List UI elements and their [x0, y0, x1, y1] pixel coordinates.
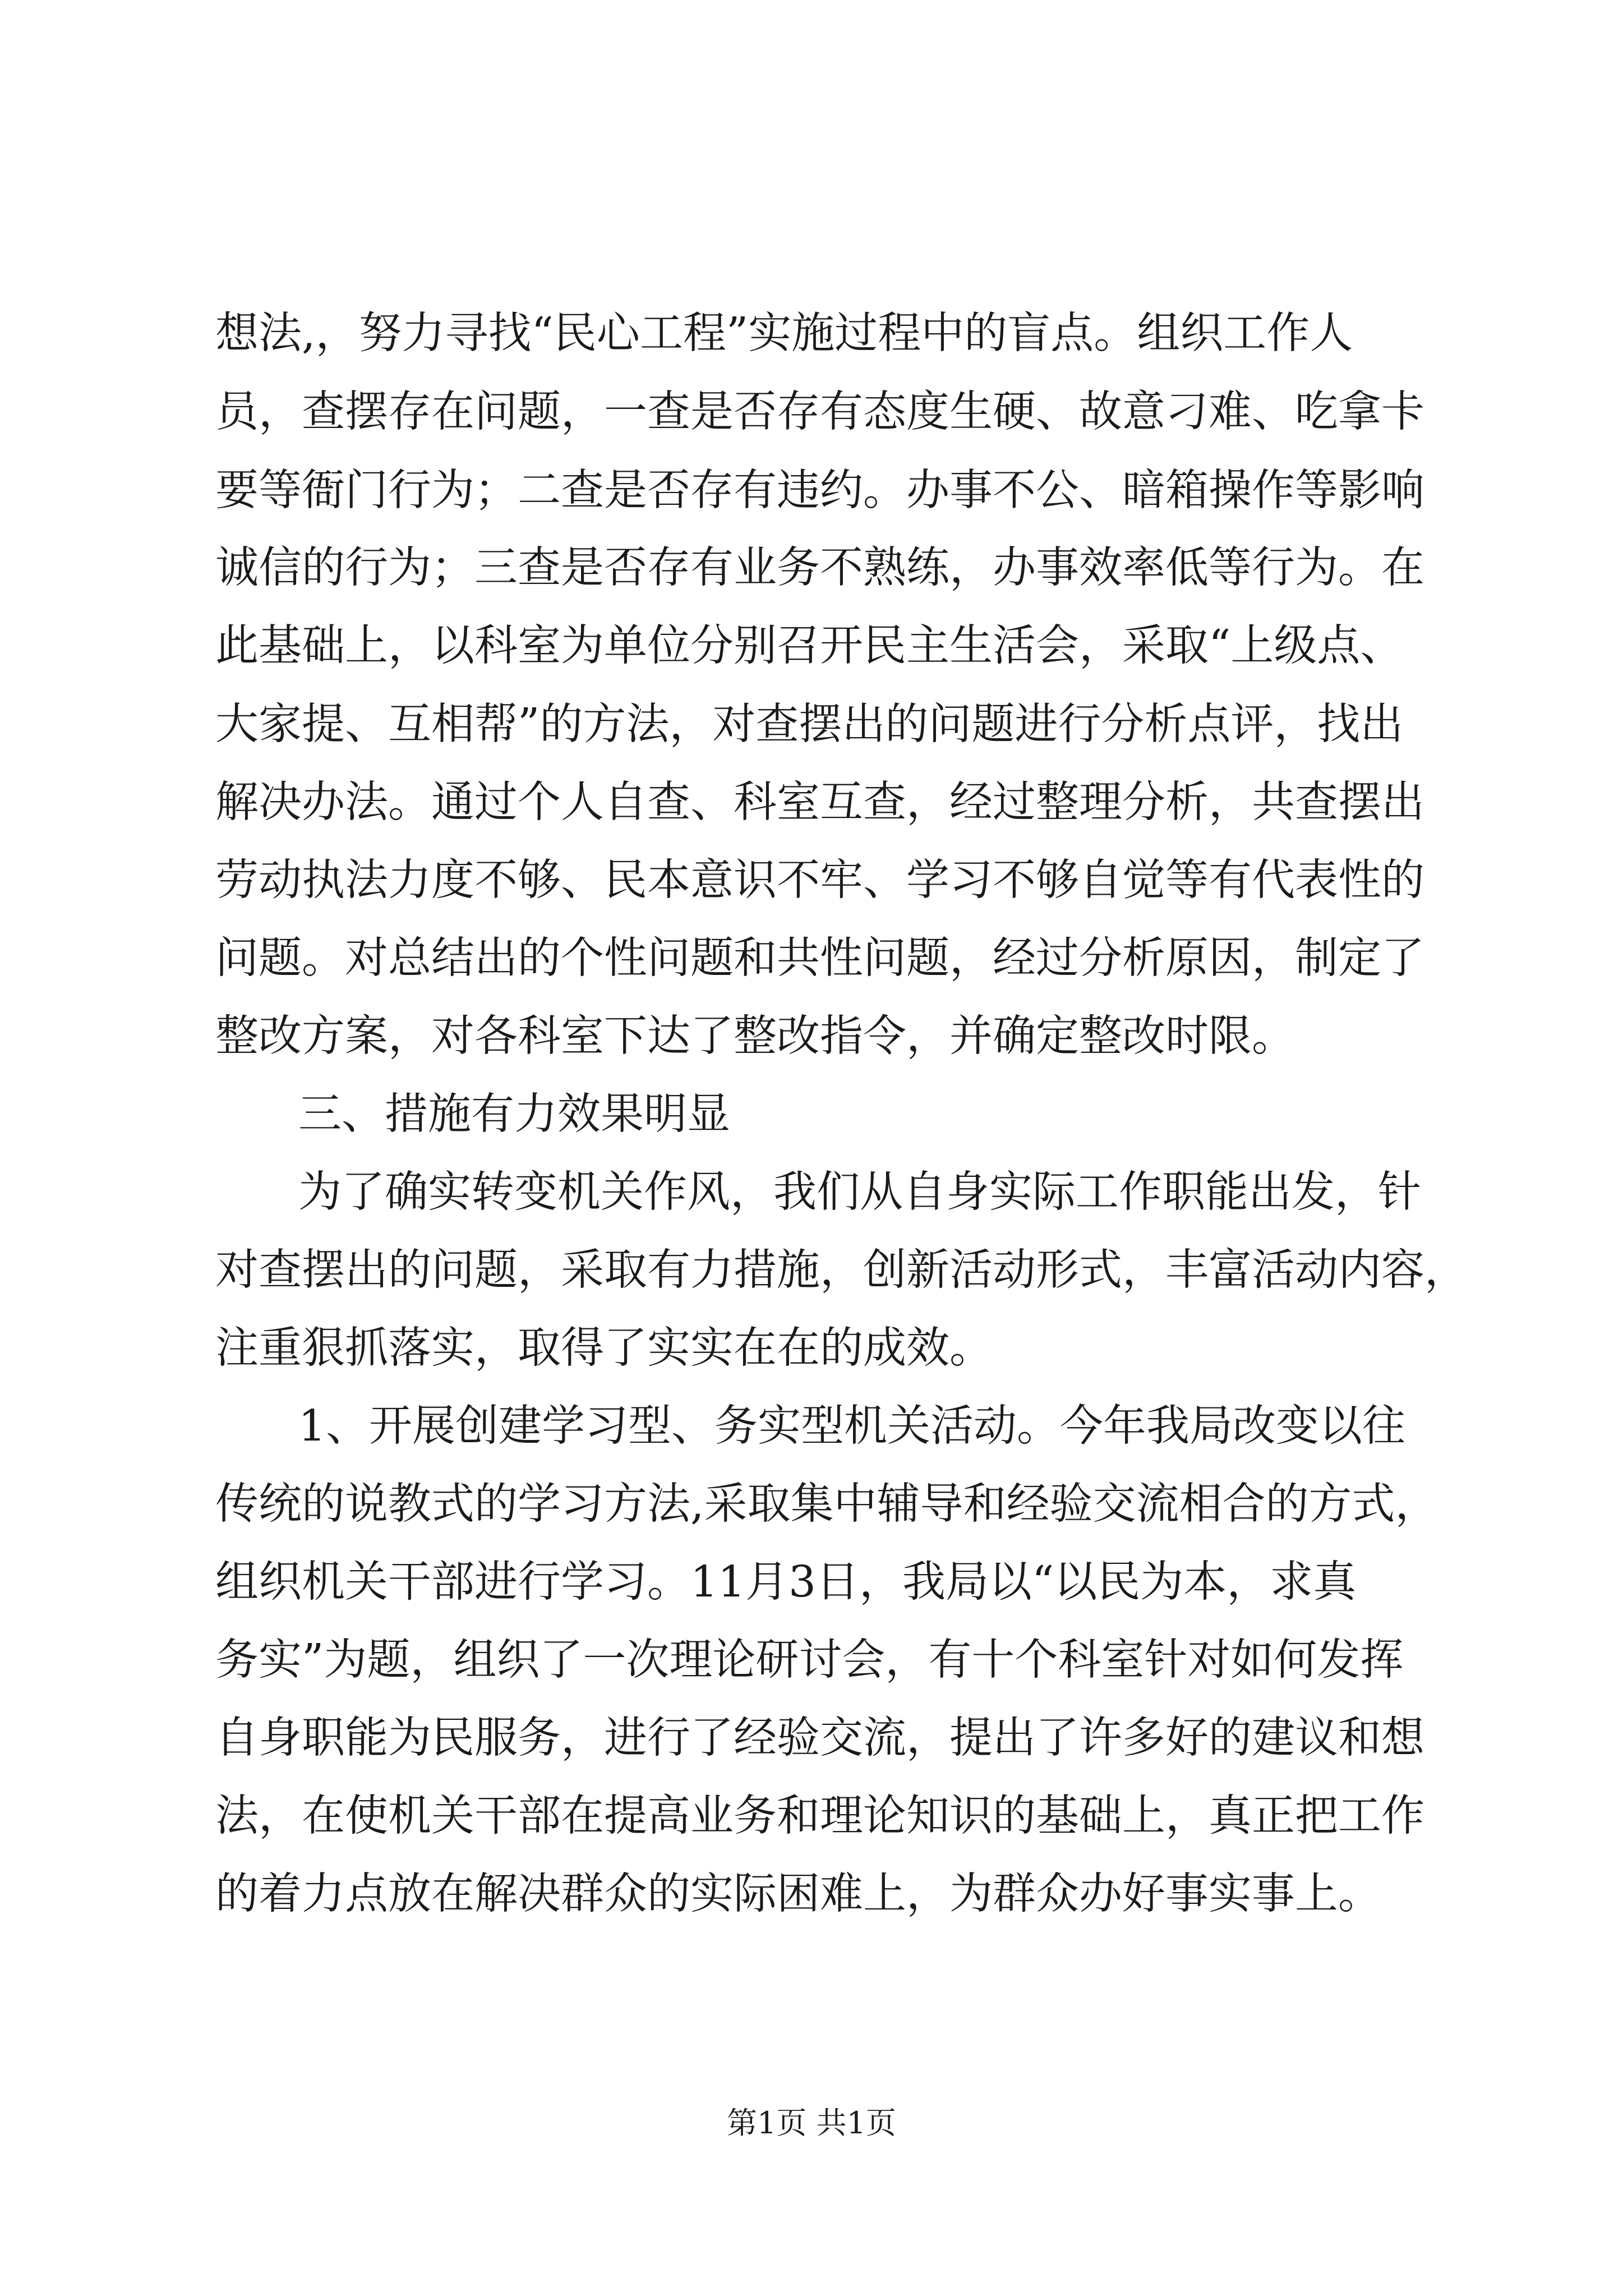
- text-line-8: 劳动执法力度不够、民本意识不牢、学习不够自觉等有代表性的: [215, 855, 1424, 905]
- text-line-20: 法，在使机关干部在提高业务和理论知识的基础上，真正把工作: [215, 1791, 1424, 1841]
- section-heading: 三、措施有力效果明显: [298, 1089, 730, 1139]
- text-line-19: 自身职能为民服务，进行了经验交流，提出了许多好的建议和想: [215, 1713, 1424, 1763]
- text-line-15: 1、开展创建学习型、务实型机关活动。今年我局改变以往: [298, 1401, 1405, 1451]
- text-line-4: 诚信的行为；三查是否存有业务不熟练，办事效率低等行为。在: [215, 543, 1424, 593]
- text-line-21: 的着力点放在解决群众的实际困难上，为群众办好事实事上。: [215, 1869, 1381, 1919]
- text-line-18: 务实”为题，组织了一次理论研讨会，有十个科室针对如何发挥: [215, 1635, 1404, 1685]
- text-line-7: 解决办法。通过个人自查、科室互查，经过整理分析，共查摆出: [215, 777, 1424, 827]
- page-footer: 第1页 共1页: [727, 2105, 896, 2141]
- text-line-1: 想法,，努力寻找“民心工程”实施过程中的盲点。组织工作人: [215, 309, 1353, 358]
- text-line-9: 问题。对总结出的个性问题和共性问题，经过分析原因，制定了: [215, 933, 1424, 983]
- text-line-6: 大家提、互相帮”的方法，对查摆出的问题进行分析点评，找出: [215, 700, 1404, 749]
- text-line-13: 对查摆出的问题，采取有力措施，创新活动形式，丰富活动内容，: [215, 1245, 1468, 1295]
- text-line-12: 为了确实转变机关作风，我们从自身实际工作职能出发，针: [298, 1167, 1421, 1217]
- text-line-5: 此基础上，以科室为单位分别召开民主生活会，采取“上级点、: [215, 621, 1404, 671]
- text-line-2: 员，查摆存在问题，一查是否存有态度生硬、故意刁难、吃拿卡: [215, 387, 1424, 437]
- text-line-17: 组织机关干部进行学习。11月3日，我局以“以民为本，求真: [215, 1557, 1357, 1607]
- text-line-16: 传统的说教式的学习方法,采取集中辅导和经验交流相合的方式，: [215, 1479, 1438, 1529]
- text-line-10: 整改方案，对各科室下达了整改指令，并确定整改时限。: [215, 1011, 1295, 1061]
- text-line-14: 注重狠抓落实，取得了实实在在的成效。: [215, 1323, 993, 1373]
- text-line-3: 要等衙门行为；二查是否存有违约。办事不公、暗箱操作等影响: [215, 466, 1424, 516]
